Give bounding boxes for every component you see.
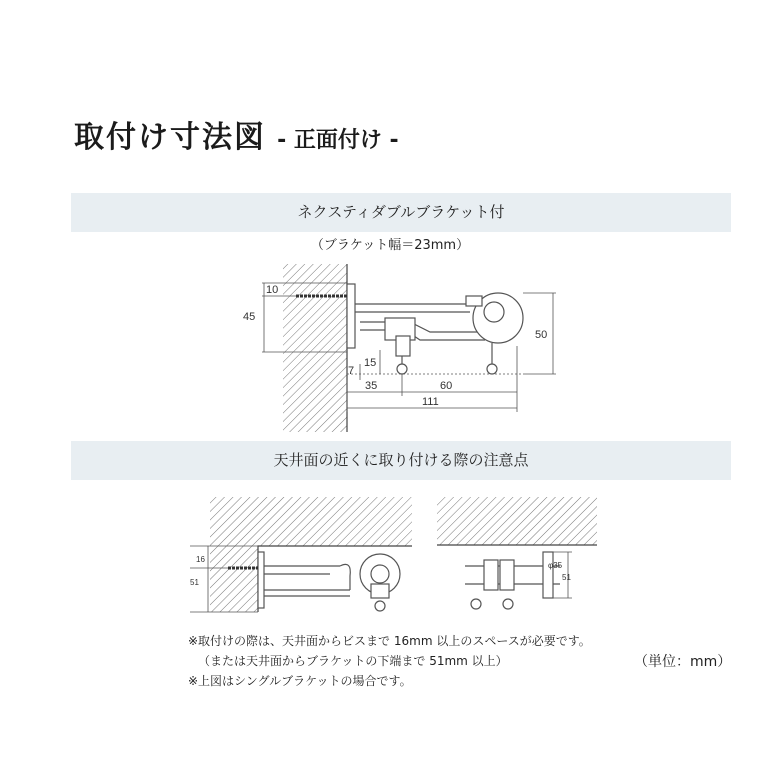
dim-16: 16 — [196, 555, 205, 564]
unit-label: （単位：mm） — [634, 654, 732, 670]
note-3: ※上図はシングルブラケットの場合です。 — [188, 674, 412, 688]
section2-header: 天井面の近くに取り付ける際の注意点 — [71, 441, 731, 480]
wall-hatch — [283, 264, 347, 432]
runner-ring-right — [487, 364, 497, 374]
dim-51-left: 51 — [190, 578, 199, 587]
section1-header: ネクスティダブルブラケット付 — [71, 193, 731, 232]
page-title-main: 取付け寸法図 — [74, 120, 266, 155]
note-2: （または天井面からブラケットの下端まで 51mm 以上） — [198, 654, 508, 668]
notes — [188, 631, 591, 691]
dim-50: 50 — [535, 329, 548, 341]
dim-7: 7 — [348, 365, 355, 377]
side-plate — [258, 552, 264, 608]
bracket-width-caption: （ブラケット幅＝23mm） — [310, 238, 470, 253]
dim-35: 35 — [365, 380, 378, 392]
page-title-sub: - 正面付け - — [277, 128, 399, 153]
ceiling-side-diagram — [210, 497, 412, 612]
dim-15: 15 — [364, 357, 377, 369]
ceiling-front-diagram — [437, 497, 597, 609]
note-1: ※取付けの際は、天井面からビスまで 16mm 以上のスペースが必要です。 — [188, 634, 591, 648]
lower-arm — [360, 322, 485, 340]
runner-ring-left — [397, 364, 407, 374]
dim-51-right: 51 — [562, 573, 571, 582]
double-bracket-diagram — [283, 264, 523, 432]
dim-111: 111 — [422, 396, 439, 408]
dim-60: 60 — [440, 380, 453, 392]
dim-phi35: φ35 — [548, 561, 563, 570]
front-bracket — [543, 552, 553, 598]
dim-45: 45 — [243, 311, 256, 323]
dim-10: 10 — [266, 284, 279, 296]
mounting-plate — [347, 284, 355, 348]
front-ceiling-hatch — [437, 497, 597, 545]
